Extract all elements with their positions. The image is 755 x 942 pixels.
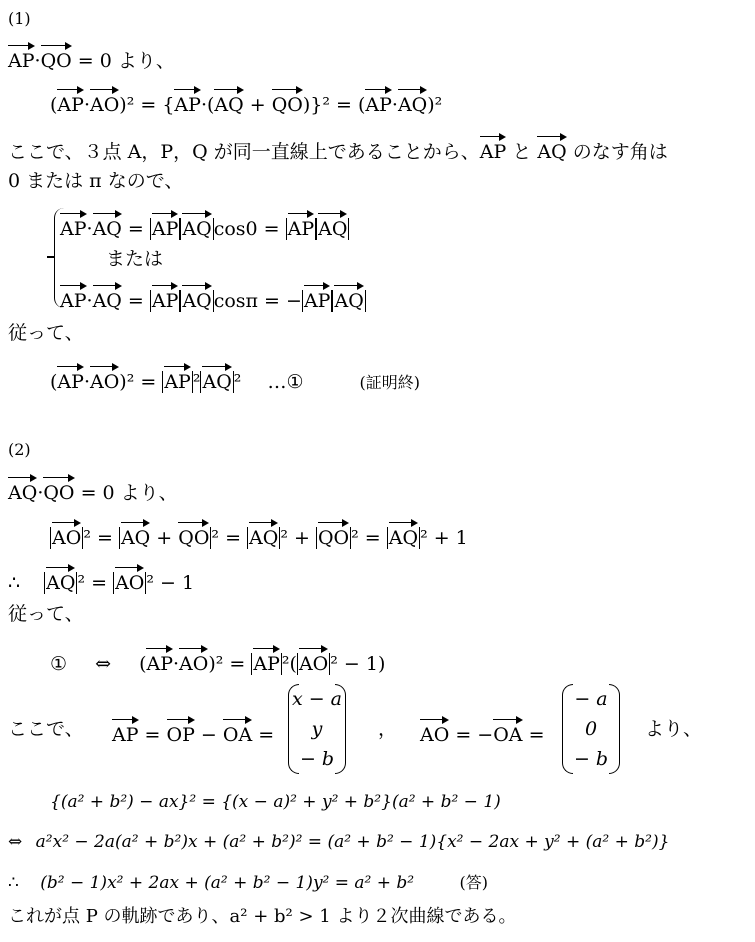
- part2-therefore: 従って、: [8, 603, 84, 625]
- part2-equation-3: ① ⇔ (AP·AO)² = AP ²( AO ² − 1): [50, 645, 385, 677]
- part2-equation-5: ⇔ a²x² − 2a(a² + b²)x + (a² + b²)² = (a² + b² − 1){x² − 2ax + y² + (a² + b²)}: [8, 832, 670, 852]
- part1-case-2: AP·AQ = AP AQ cosπ = − AP AQ: [60, 282, 366, 314]
- part1-text-1: ここで、３点 A，P，Q が同一直線上であることから、AP と AQ のなす角は: [8, 133, 668, 165]
- part2-equation-2: ∴ AQ ² = AO ² − 1: [8, 564, 194, 596]
- part1-condition: AP·QO = 0 より、: [8, 42, 175, 74]
- part1-equation-1: (AP·AO)² = {AP·(AQ + QO)}² = (AP·AQ)²: [50, 86, 442, 118]
- part2-vector-ap: AP = OP − OA =: [112, 716, 274, 748]
- part1-text-2: 0 または π なので、: [8, 170, 184, 192]
- vector-matrix-ao: − a 0 − b: [562, 684, 620, 774]
- part1-result: (AP·AO)² = AP ² AQ ² …① (証明終): [50, 363, 420, 396]
- part2-vector-post: より、: [645, 718, 703, 740]
- vector-matrix-ap: x − a y − b: [288, 684, 346, 774]
- part1-or: または: [106, 248, 164, 270]
- part2-equation-6: ∴ (b² − 1)x² + 2ax + (a² + b² − 1)y² = a² + b² (答): [8, 873, 489, 893]
- part2-vector-ao: AO = −OA =: [420, 716, 545, 748]
- part2-vector-comma: ，: [378, 718, 398, 740]
- part1-therefore: 従って、: [8, 322, 84, 344]
- part1-label: (1): [8, 9, 31, 28]
- part2-label: (2): [8, 440, 31, 459]
- part2-vector-line: ここで、: [8, 718, 84, 740]
- part1-case-1: AP·AQ = AP AQ cos0 = AP AQ: [60, 210, 349, 242]
- part2-condition: AQ·QO = 0 より、: [8, 474, 178, 506]
- part2-equation-4: {(a² + b²) − ax}² = {(x − a)² + y² + b²}(a² + b² − 1): [50, 792, 501, 812]
- part2-conclusion: これが点 P の軌跡であり、a² + b² > 1 より２次曲線である。: [8, 906, 517, 927]
- part2-equation-1: AO ² = AQ + QO ² = AQ ² + QO ² = AQ ² + 1: [50, 519, 468, 551]
